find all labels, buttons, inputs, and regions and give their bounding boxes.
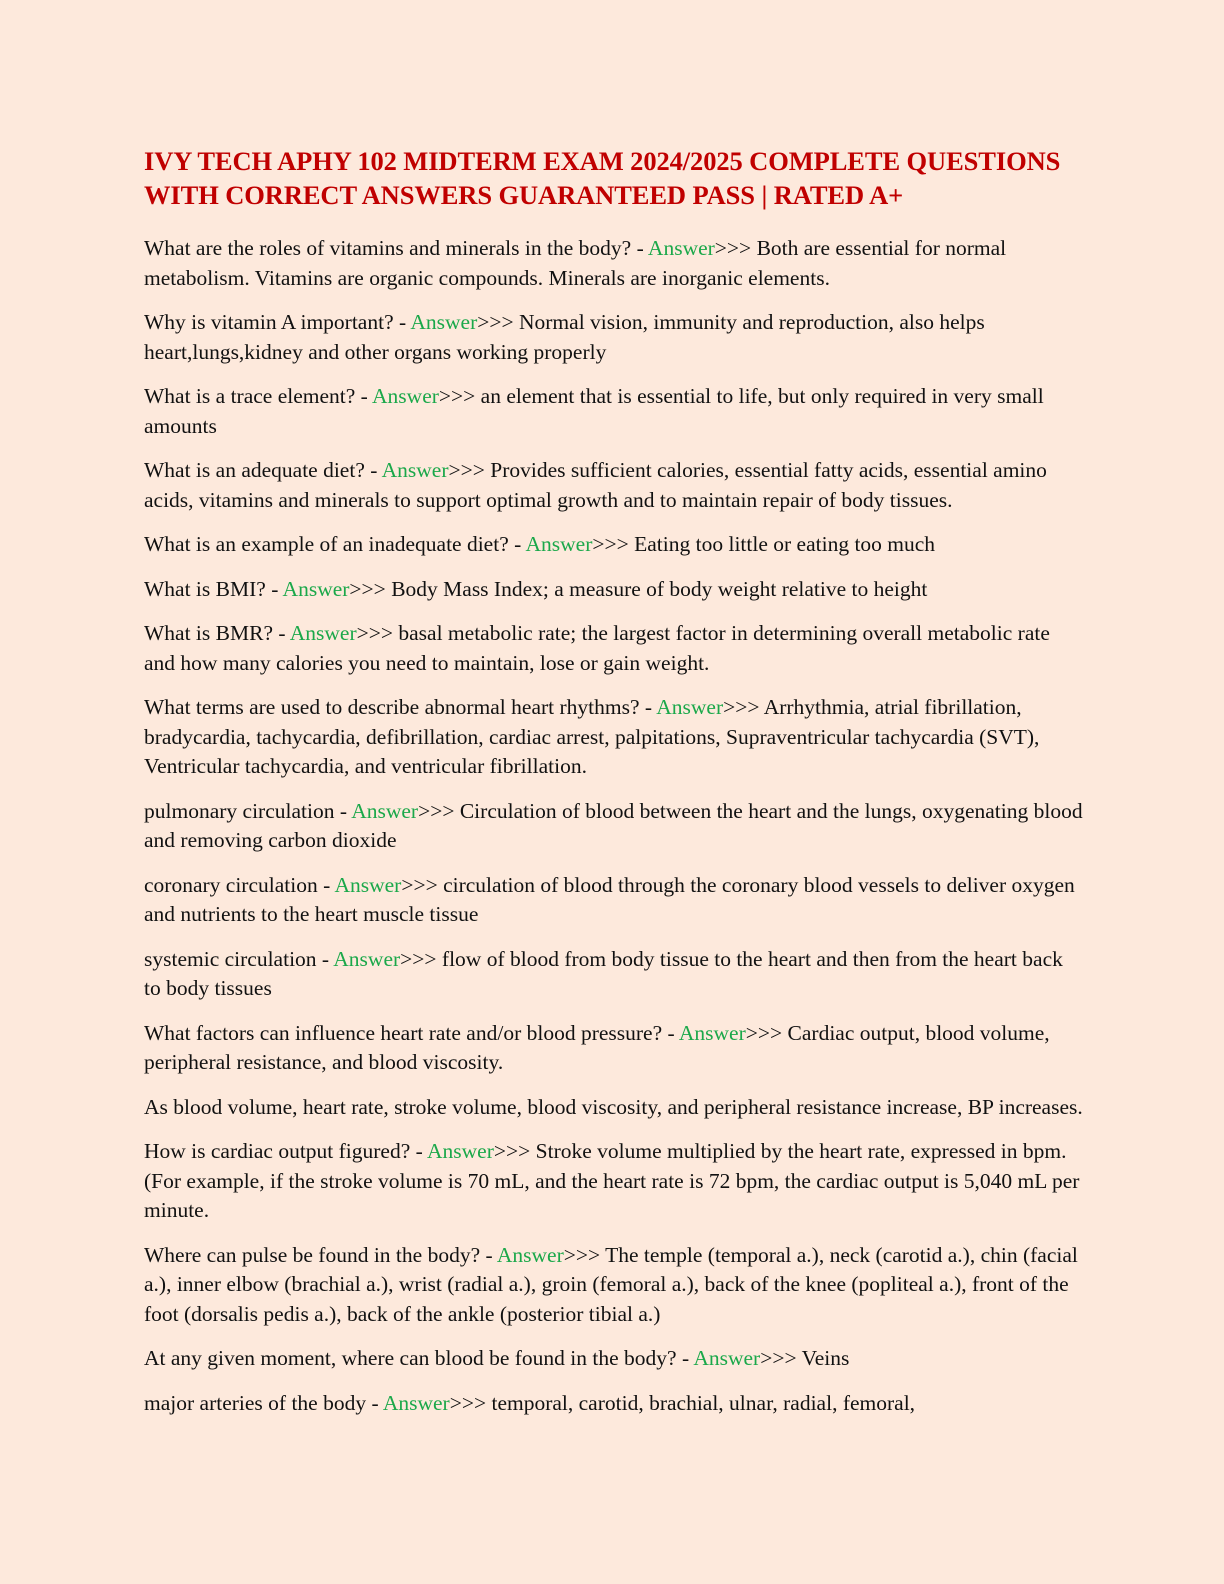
answer-text: Arrhythmia, atrial fibrillation, bradycardia, tachycardia, defibrillation, cardiac arrest, palpitations, Supraventricular tachycardia (SVT), Ventricular tachycardia, and ventricular fibrillation. [144,695,1045,778]
qa-item [144,234,1084,293]
separator-text: - [273,621,290,645]
qa-item [144,693,1084,782]
answer-text: Veins [801,1346,850,1370]
answer-arrow: >>> [477,310,519,334]
answer-text: Cardiac output, blood volume, peripheral resistance, and blood viscosity. [144,1020,1056,1074]
question-text: pulmonary circulation [144,798,335,823]
qa-item [144,1241,1084,1330]
question-text: major arteries of the body [144,1390,367,1415]
plain-paragraph: As blood volume, heart rate, stroke volume, blood viscosity, and peripheral resistance increase, BP increases. [144,1094,1083,1119]
separator-text: - [355,384,373,408]
answer-label: Answer [382,1390,450,1415]
separator-text: - [410,1139,428,1163]
separator-text: - [662,1020,679,1045]
answer-label: Answer [678,1020,746,1045]
answer-arrow: >>> [714,236,757,260]
answer-arrow: >>> [745,1020,788,1045]
question-text: What factors can influence heart rate and/or blood pressure? [144,1020,663,1045]
answer-label: Answer [289,621,357,645]
separator-text: - [676,1346,694,1370]
answer-text: Body Mass Index; a measure of body weight relative to height [391,576,928,601]
question-text: How is cardiac output figured? [144,1139,411,1163]
question-text: What is an example of an inadequate diet? [144,532,509,556]
answer-arrow: >>> [563,1242,606,1267]
answer-arrow: >>> [349,576,392,601]
qa-item [144,1389,1084,1419]
question-text: What is a trace element? [144,384,356,408]
answer-arrow: >>> [448,458,491,482]
qa-item [144,530,1084,560]
answer-label: Answer [282,576,350,601]
answer-label: Answer [410,310,478,334]
qa-item [144,797,1088,856]
qa-item [144,575,1084,605]
separator-text: - [364,458,382,482]
qa-item [144,871,1084,930]
question-text: systemic circulation [144,946,317,971]
separator-text: - [508,532,526,556]
answer-label: Answer [427,1139,494,1163]
answer-arrow: >>> [438,384,481,408]
answer-label: Answer [525,532,593,556]
question-text: Where can pulse be found in the body? [144,1242,481,1267]
answer-label: Answer [496,1242,564,1267]
document-title: IVY TECH APHY 102 MIDTERM EXAM 2024/2025 COMPLETE QUESTIONS WITH CORRECT ANSWERS GUARANTEED PASS | RATED A+ [144,146,1061,210]
separator-text: - [316,946,334,971]
qa-list [144,234,1088,1418]
qa-item [144,308,1084,367]
question-text: What terms are used to describe abnormal heart rhythms? [144,695,640,719]
answer-arrow: >>> [356,621,399,645]
separator-text: - [317,872,335,897]
answer-label: Answer [334,872,402,897]
qa-item [144,945,1084,1004]
answer-text: flow of blood from body tissue to the heart and then from the heart back to body tissues [144,946,1069,1000]
question-text: At any given moment, where can blood be found in the body? [144,1346,677,1370]
answer-arrow: >>> [401,872,444,897]
answer-text: temporal, carotid, brachial, ulnar, radial, femoral, [491,1390,916,1415]
qa-item [144,619,1084,678]
answer-label: Answer [333,946,401,971]
separator-text: - [393,310,411,334]
question-text: Why is vitamin A important? [144,310,394,334]
qa-item [144,382,1084,441]
qa-item [144,1344,1084,1374]
answer-arrow: >>> [723,695,764,719]
answer-arrow: >>> [493,1139,536,1163]
answer-label: Answer [693,1346,761,1370]
answer-label: Answer [381,458,449,482]
separator-text: - [480,1242,497,1267]
separator-text: - [366,1390,383,1415]
answer-text: Both are essential for normal metabolism. Vitamins are organic compounds. Minerals are inorganic elements. [144,236,1012,290]
answer-arrow: >>> [592,532,635,556]
answer-label: Answer [372,384,439,408]
question-text: What is BMI? [144,576,266,601]
question-text: What is BMR? [144,621,273,645]
answer-text: The temple (temporal a.), neck (carotid a.), chin (facial a.), inner elbow (brachial a.), wrist (radial a.), groin (femoral a.), back of the knee (popliteal a.), front of the foot (dorsalis pedis a.), back of the ankle (posterior tibial a.) [144,1242,1084,1326]
answer-text: Stroke volume multiplied by the heart rate, expressed in bpm. (For example, if the stroke volume is 70 mL, and the heart rate is 72 bpm, the cardiac output is 5,040 mL per minute. [144,1139,1085,1222]
answer-arrow: >>> [760,1346,802,1370]
qa-item [144,1019,1084,1078]
separator-text: - [639,695,657,719]
answer-text: Circulation of blood between the heart and the lungs, oxygenating blood and removing carbon dioxide [144,798,1088,852]
answer-arrow: >>> [449,1390,492,1415]
question-text: What is an adequate diet? [144,458,365,482]
answer-text: Normal vision, immunity and reproduction, also helps heart,lungs,kidney and other organs working properly [144,310,991,364]
answer-arrow: >>> [400,946,442,971]
separator-text: - [265,576,283,601]
answer-text: Provides sufficient calories, essential fatty acids, essential amino acids, vitamins and minerals to support optimal growth and to maintain repair of body tissues. [144,458,1053,512]
answer-label: Answer [351,798,419,823]
separator-text: - [631,236,648,260]
answer-label: Answer [656,695,724,719]
answer-text: Eating too little or eating too much [634,532,936,556]
answer-text: an element that is essential to life, but only required in very small amounts [144,384,1050,438]
separator-text: - [334,798,352,823]
answer-text: basal metabolic rate; the largest factor in determining overall metabolic rate and how many calories you need to maintain, lose or gain weight. [144,621,1056,675]
qa-item [144,1137,1084,1226]
qa-item [144,456,1084,515]
answer-arrow: >>> [418,798,460,823]
answer-text: circulation of blood through the coronary blood vessels to deliver oxygen and nutrients to the heart muscle tissue [144,872,1081,926]
question-text: What are the roles of vitamins and minerals in the body? [144,236,632,260]
question-text: coronary circulation [144,872,318,897]
answer-label: Answer [647,236,715,260]
